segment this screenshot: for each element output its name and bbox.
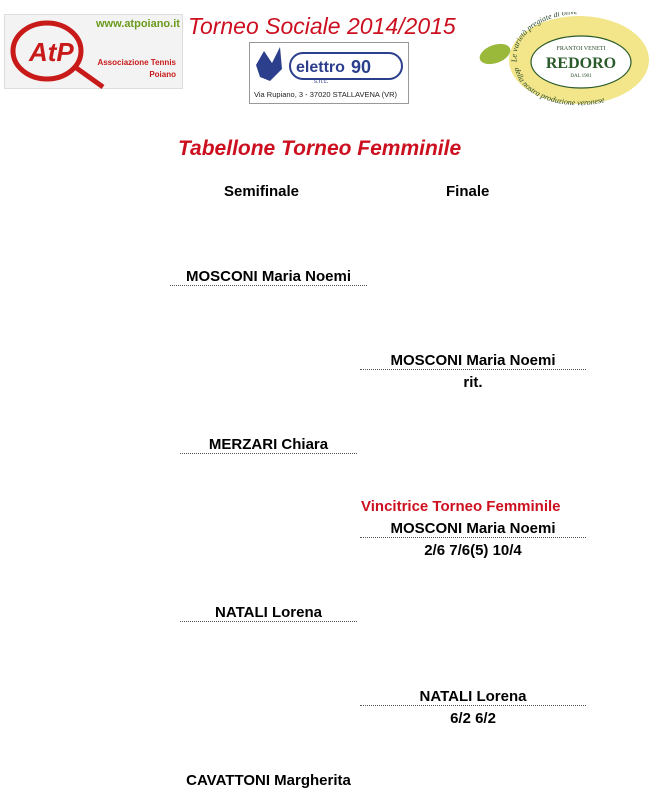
redoro-olive-icon bbox=[477, 12, 655, 108]
champion-name: MOSCONI Maria Noemi bbox=[360, 520, 586, 538]
svg-text:AtP: AtP bbox=[29, 37, 74, 67]
elettro-logo bbox=[249, 42, 409, 104]
final-score-2: 6/2 6/2 bbox=[450, 710, 496, 727]
column-header-semifinale: Semifinale bbox=[224, 183, 300, 200]
atp-association: Associazione Tennis Poiano bbox=[97, 58, 176, 79]
final-player-2: NATALI Lorena bbox=[360, 688, 586, 706]
semifinal-player-4: CAVATTONI Margherita bbox=[186, 772, 351, 789]
svg-text:s.n.c.: s.n.c. bbox=[314, 79, 329, 85]
elettro-address: Via Rupiano, 3 - 37020 STALLAVENA (VR) bbox=[254, 90, 397, 99]
champion-score: 2/6 7/6(5) 10/4 bbox=[424, 542, 522, 559]
atp-logo bbox=[4, 14, 183, 89]
svg-text:REDORO: REDORO bbox=[545, 55, 617, 72]
elettro-emblem-icon bbox=[250, 43, 408, 89]
svg-text:DAL 1901: DAL 1901 bbox=[570, 74, 592, 79]
atp-racket-icon bbox=[5, 15, 105, 90]
semifinal-player-1: MOSCONI Maria Noemi bbox=[170, 268, 367, 286]
semifinal-player-3: NATALI Lorena bbox=[180, 604, 357, 622]
svg-text:della nostra produzione verone: della nostra produzione veronese bbox=[512, 66, 606, 108]
champion-label: Vincitrice Torneo Femminile bbox=[361, 498, 561, 515]
svg-text:Le varietà pregiate di olive: Le varietà pregiate di ol bbox=[509, 12, 569, 63]
svg-text:FRANTOI VENETI: FRANTOI VENETI bbox=[556, 46, 606, 52]
atp-url: www.atpoiano.it bbox=[96, 18, 180, 30]
svg-text:elettro: elettro bbox=[296, 59, 345, 76]
torneo-title: Torneo Sociale 2014/2015 bbox=[188, 13, 456, 39]
redoro-logo bbox=[477, 12, 655, 108]
svg-text:90: 90 bbox=[351, 57, 372, 77]
column-header-finale: Finale bbox=[446, 183, 490, 200]
final-player-1: MOSCONI Maria Noemi bbox=[360, 352, 586, 370]
final-score-1: rit. bbox=[463, 374, 483, 391]
bracket-title: Tabellone Torneo Femminile bbox=[178, 137, 462, 160]
semifinal-player-2: MERZARI Chiara bbox=[180, 436, 357, 454]
